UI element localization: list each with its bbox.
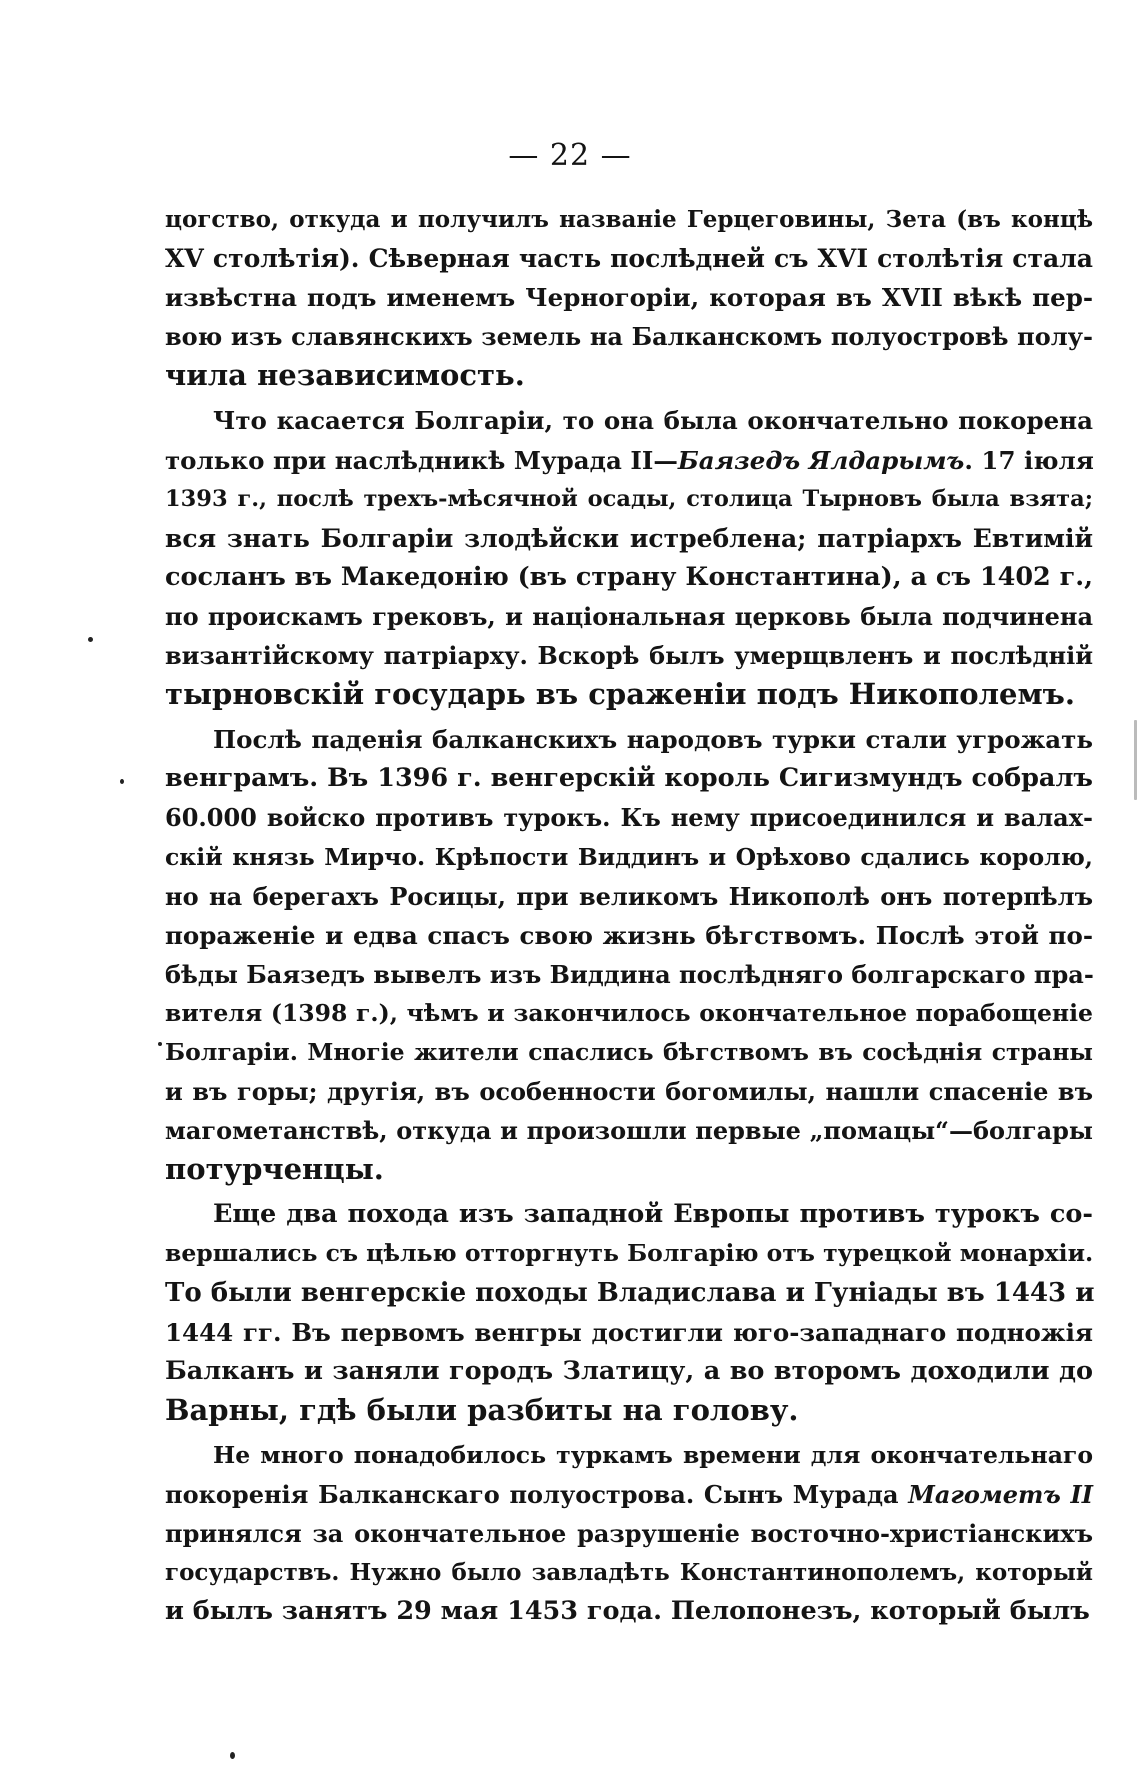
text-line bbox=[165, 1391, 1093, 1430]
margin-speck bbox=[158, 1042, 162, 1046]
text-line bbox=[165, 720, 1093, 759]
italic-name: Магометъ II bbox=[908, 1480, 1093, 1509]
margin-speck bbox=[88, 637, 93, 642]
text-run: венграмъ. Въ 1396 г. венгерскій король Сигизмундъ собралъ bbox=[165, 763, 1093, 794]
text-line bbox=[165, 558, 1093, 597]
text-run: и въ горы; другія, въ особенности богомилы, нашли спасеніе въ bbox=[165, 1077, 1093, 1107]
text-run: Болгаріи. Многіе жители спаслись бѣгствомъ въ сосѣднія страны bbox=[165, 1037, 1093, 1066]
text-line bbox=[165, 519, 1093, 558]
text-run: Варны, гдѣ были разбиты на голову. bbox=[165, 1392, 799, 1427]
text-line bbox=[165, 877, 1093, 916]
text-line bbox=[165, 317, 1093, 356]
text-line bbox=[165, 1234, 1093, 1273]
margin-speck bbox=[1134, 720, 1137, 800]
text-line bbox=[165, 636, 1093, 675]
text-line bbox=[165, 838, 1093, 877]
text-run: цогство, откуда и получилъ названіе Герцеговины, Зета (въ концѣ bbox=[165, 206, 1093, 233]
text-run: Еще два похода изъ западной Европы противъ турокъ со- bbox=[213, 1199, 1093, 1230]
text-line bbox=[165, 200, 1093, 239]
text-run: 1393 г., послѣ трехъ-мѣсячной осады, столица Тырновъ была взята; bbox=[165, 485, 1093, 512]
text-run: сосланъ въ Македонію (въ страну Константина), а съ 1402 г., bbox=[165, 561, 1094, 592]
text-run: Послѣ паденія балканскихъ народовъ турки стали угрожать bbox=[213, 725, 1093, 755]
text-run: Что касается Болгаріи, то она была окончательно покорена bbox=[213, 406, 1093, 436]
text-line bbox=[165, 278, 1093, 317]
text-line bbox=[165, 1475, 1093, 1514]
text-line bbox=[165, 1436, 1093, 1475]
text-line bbox=[165, 1553, 1093, 1592]
text-run: вся знать Болгаріи злодѣйски истреблена; патріархъ Евтимій bbox=[165, 523, 1093, 553]
text-line bbox=[165, 1274, 1093, 1313]
text-run: То были венгерскіе походы Владислава и Гуніады въ 1443 и bbox=[165, 1277, 1095, 1308]
text-run: вителя (1398 г.), чѣмъ и закончилось окончательное порабощеніе bbox=[165, 998, 1093, 1027]
text-line bbox=[165, 1313, 1093, 1352]
text-line bbox=[165, 1514, 1093, 1553]
text-line bbox=[165, 675, 1093, 714]
paragraph bbox=[165, 1195, 1093, 1430]
text-run: 60.000 войско противъ турокъ. Къ нему присоединился и валах- bbox=[165, 803, 1093, 833]
text-run: вершались съ цѣлью отторгнуть Болгарію отъ турецкой монархіи. bbox=[165, 1239, 1094, 1268]
text-line bbox=[165, 955, 1093, 994]
text-line bbox=[165, 1111, 1093, 1150]
text-line bbox=[165, 356, 1093, 395]
text-run: потурченцы. bbox=[165, 1152, 384, 1187]
text-run: тырновскій государь въ сраженіи подъ Никополемъ. bbox=[165, 677, 1076, 712]
text-run: принялся за окончательное разрушеніе восточно-христіанскихъ bbox=[165, 1519, 1093, 1549]
text-run: по проискамъ грековъ, и національная церковь была подчинена bbox=[165, 601, 1093, 631]
margin-speck bbox=[230, 1752, 235, 1759]
italic-name: Баязедъ Ялдарымъ bbox=[677, 445, 965, 475]
text-run: но на берегахъ Росицы, при великомъ Никополѣ онъ потерпѣлъ bbox=[165, 881, 1093, 911]
text-run: византійскому патріарху. Вскорѣ былъ умерщвленъ и послѣдній bbox=[165, 641, 1093, 671]
text-run: магометанствѣ, откуда и произошли первые „помацы“—болгары bbox=[165, 1116, 1093, 1146]
text-run: государствъ. Нужно было завладѣть Константинополемъ, который bbox=[165, 1559, 1093, 1587]
text-line bbox=[165, 1072, 1093, 1111]
paragraph bbox=[165, 200, 1093, 395]
text-line bbox=[165, 1195, 1093, 1234]
text-run: Не много понадобилось туркамъ времени для окончательнаго bbox=[213, 1440, 1093, 1469]
text-run: скій князь Мирчо. Крѣпости Виддинъ и Орѣхово сдались королю, bbox=[165, 842, 1093, 871]
text-run: чила независимость. bbox=[165, 358, 525, 393]
text-run: вою изъ славянскихъ земель на Балканскомъ полуостровѣ полу- bbox=[165, 322, 1093, 352]
paragraph bbox=[165, 401, 1093, 714]
text-line bbox=[165, 1150, 1093, 1189]
text-run: извѣстна подъ именемъ Черногоріи, которая въ XVII вѣкѣ пер- bbox=[165, 283, 1093, 313]
text-run: пораженіе и едва спасъ свою жизнь бѣгствомъ. Послѣ этой по- bbox=[165, 920, 1093, 950]
text-run: и былъ занятъ 29 мая 1453 года. Пелопонезъ, который былъ bbox=[165, 1596, 1090, 1627]
text-line bbox=[165, 1352, 1093, 1391]
text-line bbox=[165, 1033, 1093, 1072]
body-text bbox=[165, 200, 1093, 1631]
paragraph bbox=[165, 1436, 1093, 1631]
text-line bbox=[165, 994, 1093, 1033]
text-line bbox=[165, 1592, 1093, 1631]
text-run: XV столѣтія). Сѣверная часть послѣдней съ XVI столѣтія стала bbox=[165, 244, 1093, 274]
text-line bbox=[165, 239, 1093, 278]
text-line bbox=[165, 597, 1093, 636]
text-line bbox=[165, 401, 1093, 440]
text-line bbox=[165, 916, 1093, 955]
page-number: — 22 — bbox=[508, 138, 632, 173]
text-line bbox=[165, 480, 1093, 519]
text-line bbox=[165, 441, 1093, 480]
text-line bbox=[165, 759, 1093, 798]
text-run: бѣды Баязедъ вывелъ изъ Виддина послѣдняго болгарскаго пра- bbox=[165, 959, 1094, 989]
text-run: покоренія Балканскаго полуострова. Сынъ Мурада bbox=[165, 1480, 909, 1509]
text-run: 1444 гг. Въ первомъ венгры достигли юго-западнаго подножія bbox=[165, 1317, 1093, 1347]
text-run: только при наслѣдникѣ Мурада II— bbox=[165, 445, 678, 475]
text-run: Балканъ и заняли городъ Златицу, а во второмъ доходили до bbox=[165, 1355, 1093, 1386]
paragraph bbox=[165, 720, 1093, 1189]
margin-speck bbox=[120, 779, 124, 784]
text-run: . 17 іюля bbox=[964, 445, 1094, 475]
text-line bbox=[165, 798, 1093, 837]
